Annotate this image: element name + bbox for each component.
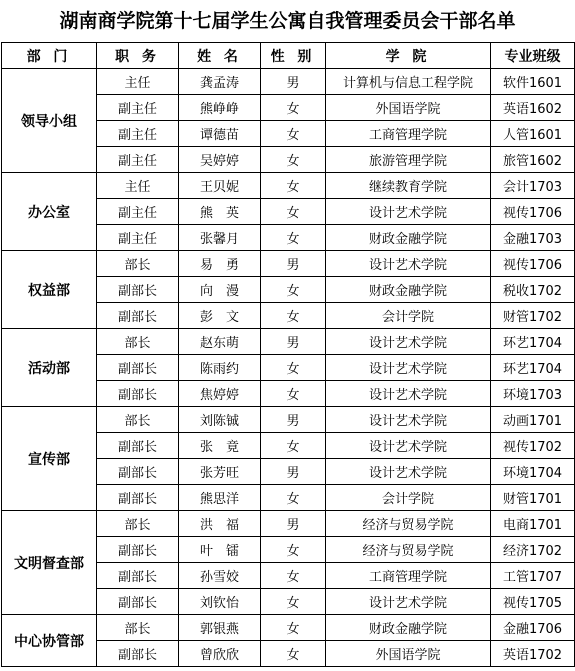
page-title: 湖南商学院第十七届学生公寓自我管理委员会干部名单 [59, 10, 516, 32]
gender-cell: 女 [261, 381, 326, 407]
position-cell: 副部长 [97, 537, 179, 563]
college-cell: 财政金融学院 [326, 277, 491, 303]
name-cell: 郭银燕 [179, 615, 261, 641]
position-cell: 副部长 [97, 641, 179, 667]
class-cell: 视传1702 [491, 433, 575, 459]
name-cell: 洪 福 [179, 511, 261, 537]
name-cell: 陈雨约 [179, 355, 261, 381]
college-cell: 设计艺术学院 [326, 381, 491, 407]
position-cell: 副部长 [97, 381, 179, 407]
gender-cell: 女 [261, 589, 326, 615]
class-cell: 英语1702 [491, 641, 575, 667]
name-cell: 吴婷婷 [179, 147, 261, 173]
name-cell: 张 竟 [179, 433, 261, 459]
position-cell: 部长 [97, 251, 179, 277]
college-cell: 外国语学院 [326, 95, 491, 121]
class-cell: 金融1706 [491, 615, 575, 641]
class-cell: 动画1701 [491, 407, 575, 433]
gender-cell: 女 [261, 277, 326, 303]
dept-cell: 办公室 [2, 173, 97, 251]
gender-cell: 女 [261, 537, 326, 563]
class-cell: 视传1706 [491, 251, 575, 277]
college-cell: 继续教育学院 [326, 173, 491, 199]
name-cell: 谭德苗 [179, 121, 261, 147]
name-cell: 刘陈铖 [179, 407, 261, 433]
college-cell: 经济与贸易学院 [326, 537, 491, 563]
position-cell: 副部长 [97, 563, 179, 589]
gender-cell: 女 [261, 147, 326, 173]
table-row [2, 407, 575, 433]
name-cell: 向 漫 [179, 277, 261, 303]
position-cell: 副主任 [97, 95, 179, 121]
header-row [2, 43, 575, 69]
header-gender: 性 别 [261, 43, 326, 69]
name-cell: 彭 文 [179, 303, 261, 329]
college-cell: 工商管理学院 [326, 121, 491, 147]
class-cell: 视传1705 [491, 589, 575, 615]
name-cell: 熊 英 [179, 199, 261, 225]
table-row [2, 511, 575, 537]
name-cell: 易 勇 [179, 251, 261, 277]
college-cell: 工商管理学院 [326, 563, 491, 589]
class-cell: 税收1702 [491, 277, 575, 303]
class-cell: 财管1702 [491, 303, 575, 329]
name-cell: 赵东萌 [179, 329, 261, 355]
roster-table [1, 42, 575, 667]
gender-cell: 女 [261, 199, 326, 225]
college-cell: 经济与贸易学院 [326, 511, 491, 537]
class-cell: 视传1706 [491, 199, 575, 225]
college-cell: 设计艺术学院 [326, 407, 491, 433]
name-cell: 熊思洋 [179, 485, 261, 511]
college-cell: 设计艺术学院 [326, 589, 491, 615]
position-cell: 部长 [97, 407, 179, 433]
college-cell: 财政金融学院 [326, 615, 491, 641]
dept-cell: 领导小组 [2, 69, 97, 173]
name-cell: 张芳旺 [179, 459, 261, 485]
table-row [2, 69, 575, 95]
college-cell: 计算机与信息工程学院 [326, 69, 491, 95]
position-cell: 副部长 [97, 277, 179, 303]
college-cell: 设计艺术学院 [326, 433, 491, 459]
position-cell: 副部长 [97, 589, 179, 615]
name-cell: 王贝妮 [179, 173, 261, 199]
dept-cell: 中心协管部 [2, 615, 97, 667]
dept-cell: 宣传部 [2, 407, 97, 511]
name-cell: 孙雪姣 [179, 563, 261, 589]
class-cell: 经济1702 [491, 537, 575, 563]
college-cell: 设计艺术学院 [326, 329, 491, 355]
gender-cell: 女 [261, 433, 326, 459]
gender-cell: 女 [261, 485, 326, 511]
name-cell: 焦婷婷 [179, 381, 261, 407]
header-name: 姓 名 [179, 43, 261, 69]
position-cell: 副部长 [97, 485, 179, 511]
header-class: 专业班级 [491, 43, 575, 69]
table-row [2, 173, 575, 199]
class-cell: 软件1601 [491, 69, 575, 95]
college-cell: 旅游管理学院 [326, 147, 491, 173]
class-cell: 电商1701 [491, 511, 575, 537]
roster-body [2, 69, 575, 667]
name-cell: 叶 镭 [179, 537, 261, 563]
position-cell: 主任 [97, 173, 179, 199]
gender-cell: 男 [261, 511, 326, 537]
gender-cell: 女 [261, 225, 326, 251]
header-dept: 部 门 [2, 43, 97, 69]
table-row [2, 615, 575, 641]
college-cell: 财政金融学院 [326, 225, 491, 251]
position-cell: 副部长 [97, 355, 179, 381]
position-cell: 副部长 [97, 459, 179, 485]
header-position: 职 务 [97, 43, 179, 69]
header-college: 学 院 [326, 43, 491, 69]
gender-cell: 女 [261, 355, 326, 381]
college-cell: 设计艺术学院 [326, 459, 491, 485]
dept-cell: 活动部 [2, 329, 97, 407]
position-cell: 副主任 [97, 199, 179, 225]
position-cell: 部长 [97, 615, 179, 641]
table-row [2, 251, 575, 277]
college-cell: 会计学院 [326, 485, 491, 511]
class-cell: 旅管1602 [491, 147, 575, 173]
position-cell: 副主任 [97, 121, 179, 147]
name-cell: 刘钦怡 [179, 589, 261, 615]
name-cell: 熊峥峥 [179, 95, 261, 121]
position-cell: 副主任 [97, 147, 179, 173]
position-cell: 主任 [97, 69, 179, 95]
gender-cell: 男 [261, 329, 326, 355]
position-cell: 副部长 [97, 433, 179, 459]
gender-cell: 女 [261, 95, 326, 121]
gender-cell: 男 [261, 69, 326, 95]
gender-cell: 女 [261, 173, 326, 199]
class-cell: 财管1701 [491, 485, 575, 511]
college-cell: 设计艺术学院 [326, 199, 491, 225]
position-cell: 部长 [97, 511, 179, 537]
college-cell: 设计艺术学院 [326, 251, 491, 277]
gender-cell: 男 [261, 251, 326, 277]
gender-cell: 女 [261, 641, 326, 667]
gender-cell: 女 [261, 563, 326, 589]
gender-cell: 女 [261, 121, 326, 147]
table-row [2, 329, 575, 355]
class-cell: 环艺1704 [491, 355, 575, 381]
position-cell: 副部长 [97, 303, 179, 329]
gender-cell: 男 [261, 407, 326, 433]
class-cell: 会计1703 [491, 173, 575, 199]
class-cell: 环境1703 [491, 381, 575, 407]
name-cell: 曾欣欣 [179, 641, 261, 667]
dept-cell: 文明督查部 [2, 511, 97, 615]
gender-cell: 女 [261, 303, 326, 329]
name-cell: 张馨月 [179, 225, 261, 251]
gender-cell: 女 [261, 615, 326, 641]
class-cell: 环境1704 [491, 459, 575, 485]
college-cell: 外国语学院 [326, 641, 491, 667]
position-cell: 部长 [97, 329, 179, 355]
college-cell: 设计艺术学院 [326, 355, 491, 381]
class-cell: 金融1703 [491, 225, 575, 251]
class-cell: 英语1602 [491, 95, 575, 121]
dept-cell: 权益部 [2, 251, 97, 329]
class-cell: 环艺1704 [491, 329, 575, 355]
college-cell: 会计学院 [326, 303, 491, 329]
name-cell: 龚孟涛 [179, 69, 261, 95]
position-cell: 副主任 [97, 225, 179, 251]
gender-cell: 男 [261, 459, 326, 485]
class-cell: 人管1601 [491, 121, 575, 147]
class-cell: 工管1707 [491, 563, 575, 589]
